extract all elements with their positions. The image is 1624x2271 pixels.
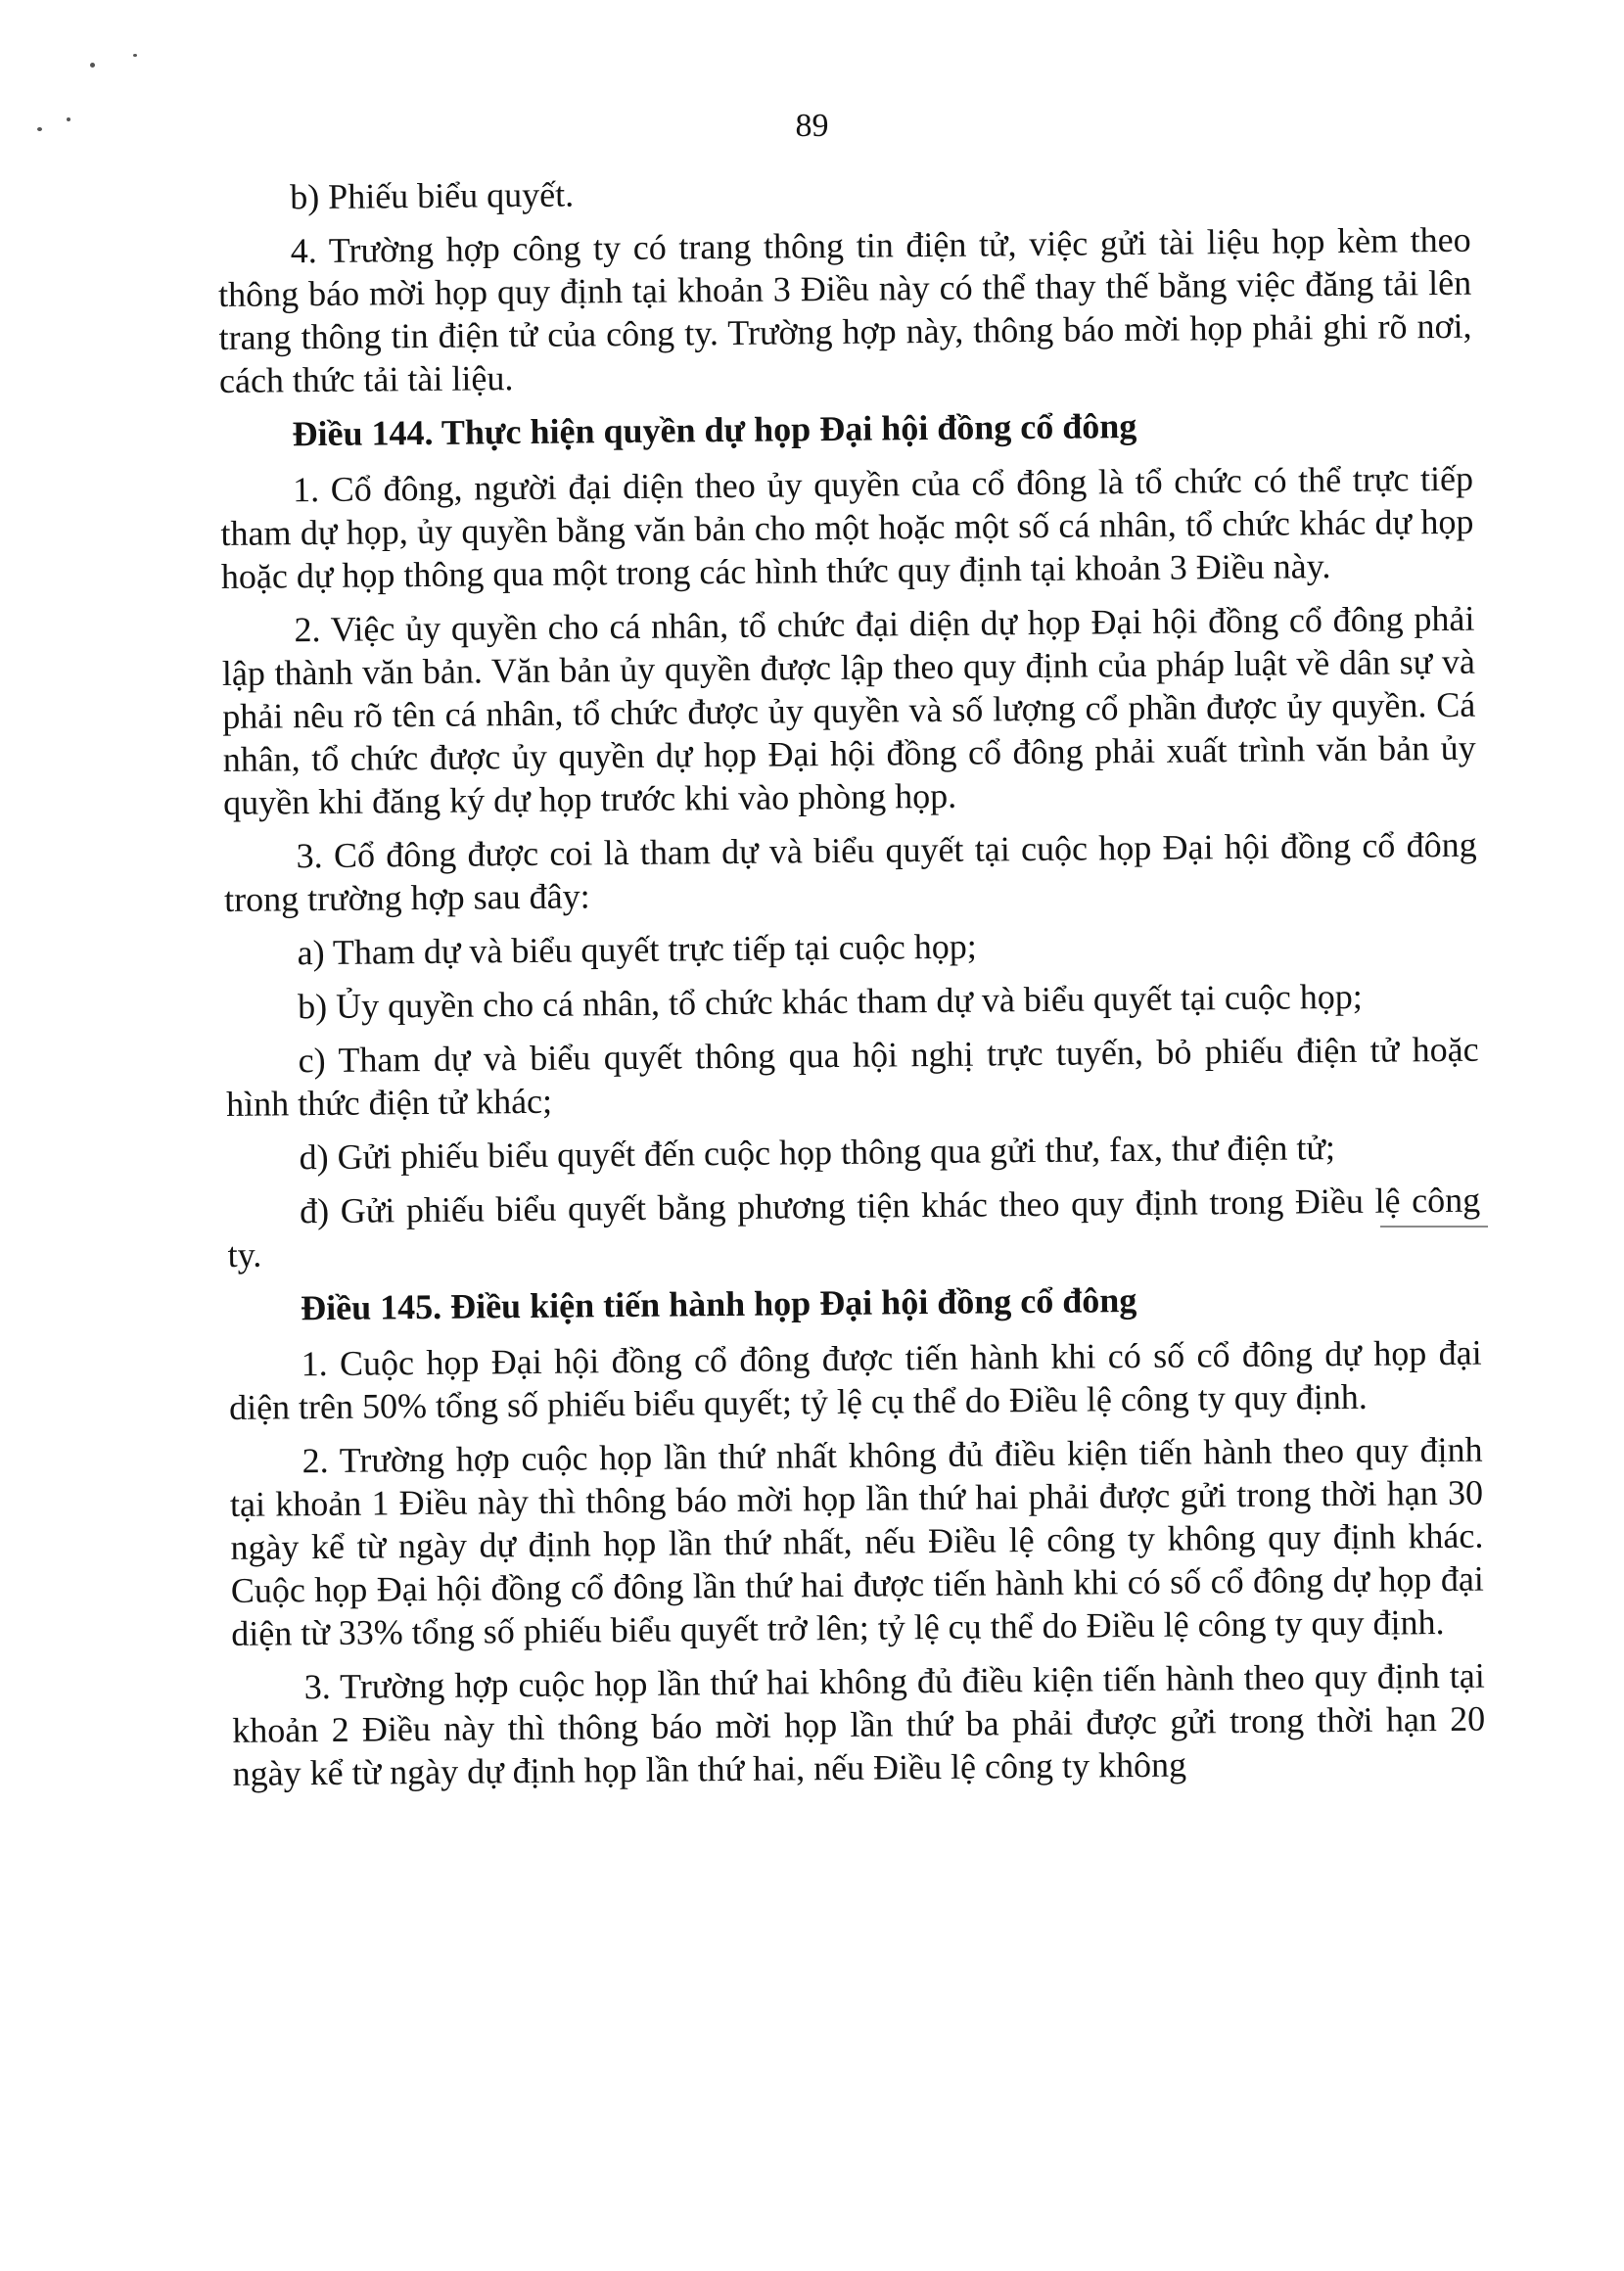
- paragraph: 3. Cổ đông được coi là tham dự và biểu quyết tại cuộc họp Đại hội đồng cổ đông trong trường hợp sau đây:: [223, 824, 1477, 919]
- paragraph: 1. Cuộc họp Đại hội đồng cổ đông được tiến hành khi có số cổ đông dự họp đại diện trên 50% tổng số phiếu biểu quyết; tỷ lệ cụ thể do Điều lệ công ty quy định.: [228, 1332, 1482, 1427]
- paragraph: d) Gửi phiếu biểu quyết đến cuộc họp thông qua gửi thư, fax, thư điện tử;: [299, 1128, 1336, 1178]
- paragraph: a) Tham dự và biểu quyết trực tiếp tại cuộc họp;: [297, 926, 977, 973]
- paragraph: 1. Cổ đông, người đại diện theo ủy quyền của cổ đông là tổ chức có thể trực tiếp tham dự họp, ủy quyền bằng văn bản cho một hoặc một số cá nhân, tổ chức khác dự họp hoặc dự họp thông qua một trong các hình thức quy định tại khoản 3 Điều này.: [220, 458, 1474, 596]
- article-heading: Điều 145. Điều kiện tiến hành họp Đại hội đồng cổ đông: [300, 1280, 1137, 1328]
- paragraph: 2. Trường hợp cuộc họp lần thứ nhất không đủ điều kiện tiến hành theo quy định tại khoản 1 Điều này thì thông báo mời họp lần thứ hai phải được gửi trong thời hạn 30 ngày kể từ ngày dự định họp lần thứ nhất, nếu Điều lệ công ty không quy định khác. Cuộc họp Đại hội đồng cổ đông lần thứ hai được tiến hành khi có số cổ đông dự họp đại diện từ 33% tổng số phiếu biểu quyết trở lên; tỷ lệ cụ thể do Điều lệ công ty quy định.: [229, 1429, 1485, 1653]
- paragraph: b) Phiếu biểu quyết.: [290, 174, 575, 217]
- page-number: 89: [795, 108, 829, 144]
- scan-speck: [133, 54, 137, 57]
- paragraph: đ) Gửi phiếu biểu quyết bằng phương tiện khác theo quy định trong Điều lệ công ty.: [227, 1180, 1481, 1275]
- scan-speck: [90, 63, 95, 68]
- paragraph: 3. Trường hợp cuộc họp lần thứ hai không đủ điều kiện tiến hành theo quy định tại khoản 2 Điều này thì thông báo mời họp lần thứ ba phải được gửi trong thời hạn 20 ngày kể từ ngày dự định họp lần thứ hai, nếu Điều lệ công ty không: [232, 1655, 1486, 1793]
- paragraph: 2. Việc ủy quyền cho cá nhân, tổ chức đại diện dự họp Đại hội đồng cổ đông phải lập thành văn bản. Văn bản ủy quyền được lập theo quy định của pháp luật về dân sự và phải nêu rõ tên cá nhân, tổ chức được ủy quyền và số lượng cổ phần được ủy quyền. Cá nhân, tổ chức được ủy quyền dự họp Đại hội đồng cổ đông phải xuất trình văn bản ủy quyền khi đăng ký dự họp trước khi vào phòng họp.: [221, 598, 1476, 822]
- paragraph: b) Ủy quyền cho cá nhân, tổ chức khác tham dự và biểu quyết tại cuộc họp;: [297, 976, 1363, 1027]
- document-body: [217, 164, 1486, 1806]
- paragraph: 4. Trường hợp công ty có trang thông tin điện tử, việc gửi tài liệu họp kèm theo thông báo mời họp quy định tại khoản 3 Điều này có thể thay thế bằng việc đăng tải lên trang thông tin điện tử của công ty. Trường hợp này, thông báo mời họp phải ghi rõ nơi, cách thức tải tài liệu.: [217, 219, 1472, 400]
- paragraph: c) Tham dự và biểu quyết thông qua hội nghị trực tuyến, bỏ phiếu điện tử hoặc hình thức điện tử khác;: [225, 1029, 1479, 1124]
- article-heading: Điều 144. Thực hiện quyền dự họp Đại hội đồng cổ đông: [292, 405, 1137, 454]
